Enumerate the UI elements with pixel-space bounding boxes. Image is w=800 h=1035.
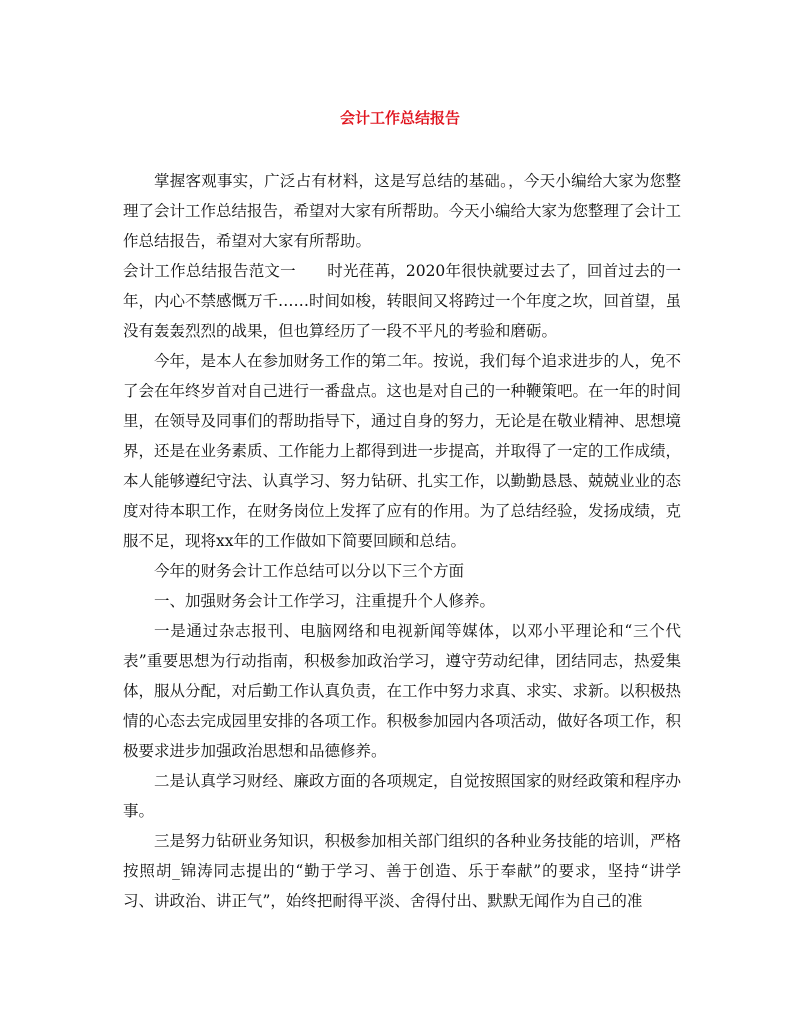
paragraph-this-year: 今年，是本人在参加财务工作的第二年。按说，我们每个追求进步的人，免不了会在年终岁首对自己进行一番盘点。这也是对自己的一种鞭策吧。在一年的时间里，在领导及同事们的帮助指导下，通过自身的努力，无论是在敬业精神、思想境界，还是在业务素质、工作能力上都得到进一步提高，并取得了一定的工作成绩，本人能够遵纪守法、认真学习、努力钻研、扎实工作，以勤勤恳恳、兢兢业业的态度对待本职工作，在财务岗位上发挥了应有的作用。为了总结经验，发扬成绩，克服不足，现将xx年的工作做如下简要回顾和总结。: [123, 352, 682, 550]
paragraph-three-aspects: 今年的财务会计工作总结可以分以下三个方面: [154, 562, 465, 580]
paragraph-intro: 掌握客观事实，广泛占有材料，这是写总结的基础。，今天小编给大家为您整理了会计工作总结报告，希望对大家有所帮助。今天小编给大家为您整理了会计工作总结报告，希望对大家有所帮助。: [123, 172, 682, 250]
paragraph-point-two: 二是认真学习财经、廉政方面的各项规定，自觉按照国家的财经政策和程序办事。: [123, 772, 682, 820]
paragraph-sample-one: 会计工作总结报告范文一 时光荏苒，2020年很快就要过去了，回首过去的一年，内心不禁感慨万千……时间如梭，转眼间又将跨过一个年度之坎，回首望，虽没有轰轰烈烈的战果，但也算经历了一段不平凡的考验和磨砺。: [123, 262, 682, 340]
paragraph-section-one-heading: 一、加强财务会计工作学习，注重提升个人修养。: [154, 592, 496, 610]
document-title: 会计工作总结报告: [339, 109, 460, 127]
document-body: [123, 166, 681, 916]
paragraph-point-three: 三是努力钻研业务知识，积极参加相关部门组织的各种业务技能的培训，严格按照胡_锦涛同志提出的“勤于学习、善于创造、乐于奉献”的要求，坚持“讲学习、讲政治、讲正气”，始终把耐得平淡、舍得付出、默默无闻作为自己的准: [123, 832, 682, 910]
paragraph-point-one: 一是通过杂志报刊、电脑网络和电视新闻等媒体，以邓小平理论和“三个代表”重要思想为行动指南，积极参加政治学习，遵守劳动纪律，团结同志，热爱集体，服从分配，对后勤工作认真负责，在工作中努力求真、求实、求新。以积极热情的心态去完成园里安排的各项工作。积极参加园内各项活动，做好各项工作，积极要求进步加强政治思想和品德修养。: [123, 622, 682, 760]
